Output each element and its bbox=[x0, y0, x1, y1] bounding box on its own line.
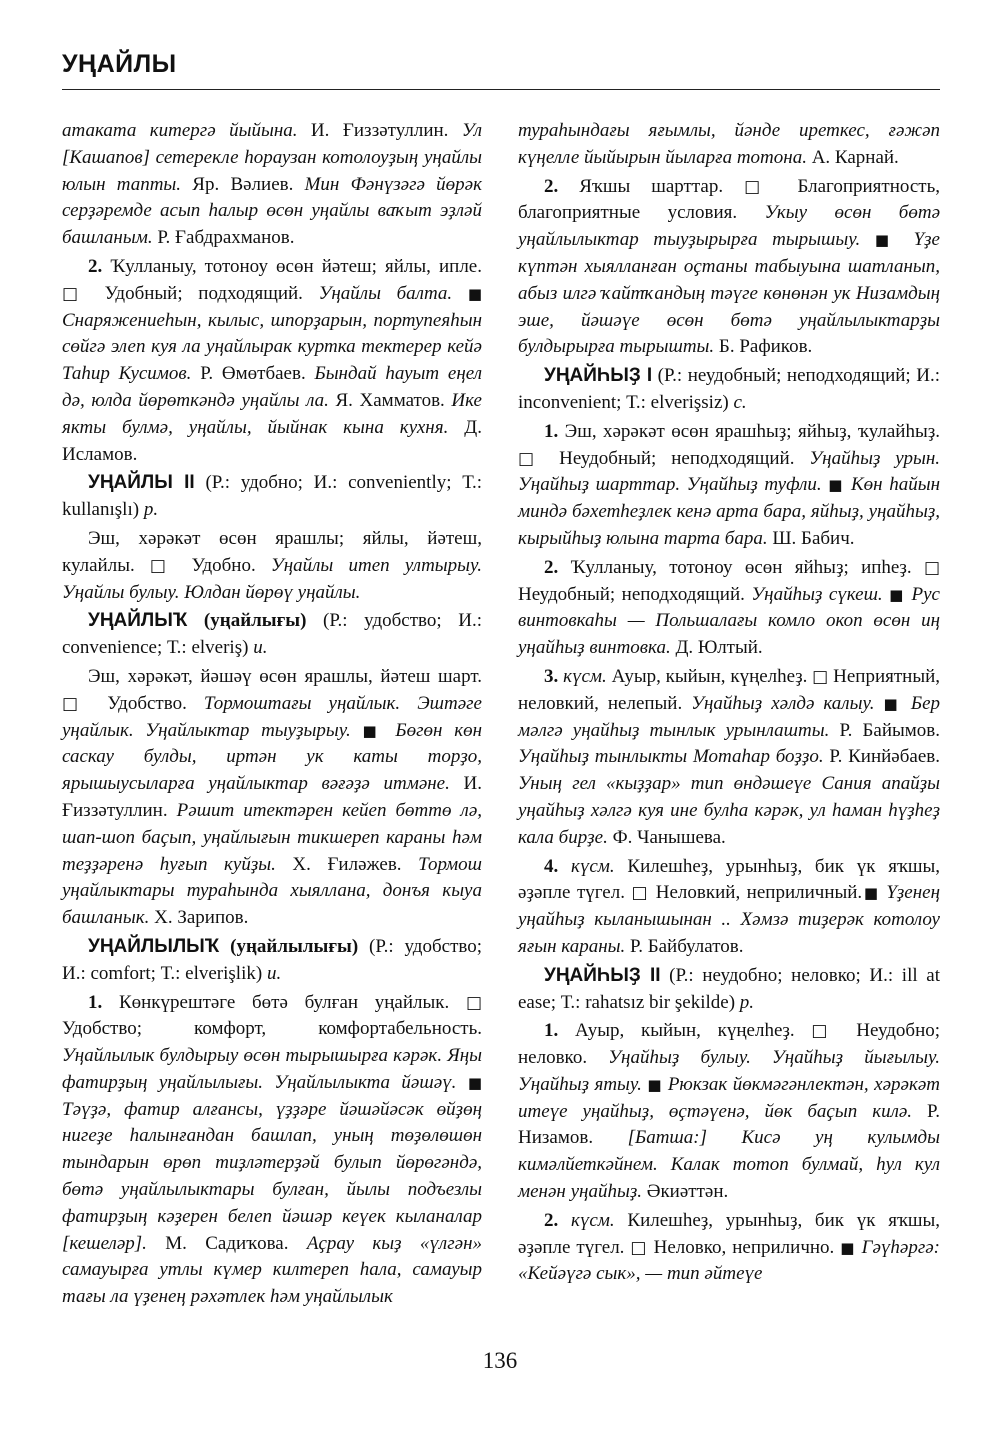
example-text: Рюкзак йөкмәгәнлектән, хәрәкәт итеүе уңайһыҙ, өҫтәүенә, йөк баҫып килә. bbox=[518, 1073, 940, 1122]
example-text: Тормоштағы уңайлык. Эштәге уңайлык. Уңайлыктар тыуҙырыу. bbox=[62, 692, 482, 741]
source: Д. Исламов. bbox=[62, 416, 482, 465]
headword: УҢАЙҺЫҘ II bbox=[544, 964, 661, 986]
example-text: Бындай һауыт еңел дә, юлда йөрөткәндә уңайлы ла. bbox=[62, 363, 482, 411]
definition: Көнкүрештәге бөтә булған уңайлык. bbox=[102, 991, 466, 1013]
example-text: [Батша:] Кисә уң кулымды кимәлйеткәйнем. Калак тотоп булмай, һул кул менән уңайһыҙ. bbox=[518, 1127, 940, 1203]
entry-continuation bbox=[518, 118, 940, 172]
right-column bbox=[518, 118, 940, 1290]
square-icon: □ bbox=[744, 176, 777, 197]
example-text: Тәүҙә, фатир алғансы, үҙҙәре йәшәйәсәк өйҙөң нигеҙе һалынғандан башлап, уның төҙөлөшөн тындарын өрөп тиҙләтерҙәй булып йөрөгәндә, бөтә уңайлылыктары булған, йылы подъезлы фатирҙың кәҙерен белеп йәшәр кеүек кыланалар [кешеләр]. bbox=[62, 1098, 482, 1254]
definition: Ҡулланыу, тотоноу өсөн яйһыҙ; ипһеҙ. bbox=[558, 556, 924, 578]
header-rule bbox=[62, 89, 940, 90]
filled-square-icon: ■ bbox=[362, 721, 384, 740]
grammar-info: (Р.: удобно; И.: conveniently; Т.: kullanışlı) bbox=[62, 472, 483, 521]
example-text: Тормош уңайлыктары тураһында хыяллана, донъя кыуа башланык. bbox=[62, 853, 482, 929]
russian-translation: Удобство; комфорт, комфортабельность. bbox=[62, 1018, 482, 1040]
part-of-speech: р. bbox=[143, 499, 159, 521]
example-text: Ул [Кашапов] сетерекле һораузан котолоуҙың уңайлы юлын тапты. bbox=[62, 120, 482, 195]
definition-paragraph bbox=[62, 526, 482, 606]
filled-square-icon: ■ bbox=[467, 1073, 482, 1092]
russian-translation: Неловкий, неприличный. bbox=[655, 882, 863, 904]
sense-2 bbox=[62, 254, 482, 468]
square-icon: □ bbox=[62, 693, 91, 714]
example-text: Ике якты булмә, уңайлы, йыйнак кына кухня. bbox=[62, 389, 482, 438]
sense-number: 2. bbox=[544, 556, 559, 578]
definition: Эш, хәрәкәт өсөн ярашлы; яйлы, йәтеш, кулайлы. bbox=[62, 527, 482, 576]
russian-translation: Благоприятность, благоприятные условия. bbox=[518, 175, 941, 224]
example-text: Гәүһәргә: «Кейәүгә сык», — тип әйтеүе bbox=[518, 1236, 940, 1285]
definition: Эш, хәрәкәт, йәшәү өсөн ярашлы, йәтеш шарт. bbox=[88, 665, 482, 687]
source: Х. Ғиләжев. bbox=[275, 853, 419, 875]
definition: Эш, хәрәкәт өсөн ярашһыҙ; яйһыҙ, ҡулайһыҙ. bbox=[558, 420, 940, 442]
filled-square-icon: ■ bbox=[828, 476, 845, 495]
sense-number: 1. bbox=[544, 1020, 559, 1042]
example-text: Рус винтовкаһы — Польшалағы комло окоп өсөн иң уңайһыҙ винтовка. bbox=[518, 583, 940, 659]
square-icon: □ bbox=[923, 557, 940, 578]
source: Д. Юлтый. bbox=[670, 637, 763, 659]
filled-square-icon: ■ bbox=[862, 884, 880, 903]
sense-2 bbox=[518, 555, 940, 662]
example-text: Үҙенең уңайһыҙ кыланышынан .. Хәмзә тиҙерәк котолоу яғын караны. bbox=[518, 882, 941, 957]
example-text: Уңайһыҙ сүкеш. bbox=[744, 583, 890, 605]
source: Р. Кинйәбаев. bbox=[823, 746, 940, 768]
part-of-speech: р. bbox=[739, 991, 755, 1013]
russian-translation: Неприятный, неловкий, нелепый. bbox=[518, 665, 941, 714]
sense-number: 4. bbox=[544, 855, 559, 877]
definition: Ауыр, кыйын, күңелһеҙ. bbox=[558, 1020, 812, 1042]
filled-square-icon: ■ bbox=[883, 694, 902, 713]
filled-square-icon: ■ bbox=[840, 1238, 856, 1257]
sense-number: 1. bbox=[544, 420, 559, 442]
source: Яр. Вәлиев. bbox=[181, 173, 305, 195]
source: Х. Зарипов. bbox=[149, 907, 249, 929]
example-text: Укыу өсөн бөтә уңайлылыктар тыуҙырырға тырышыу. bbox=[518, 202, 941, 251]
russian-translation: Неудобный; неподходящий. bbox=[559, 447, 795, 469]
example-text: Уңайһыҙ урын. Уңайһыҙ шарттар. Уңайһыҙ туфли. bbox=[518, 447, 940, 496]
filled-square-icon: ■ bbox=[874, 231, 899, 250]
sense-number: 3. bbox=[544, 665, 559, 687]
sense-3 bbox=[518, 664, 940, 852]
sense-number: 2. bbox=[544, 1209, 559, 1231]
example-text: Уңайлы итеп ултырыу. Уңайлы булыу. Юлдан йөрөү уңайлы. bbox=[62, 554, 483, 603]
definition: Яҡшы шарттар. bbox=[558, 175, 745, 197]
sense-1 bbox=[62, 990, 482, 1312]
example-text: Аҫрау кыҙ «үлгән» самауырға утлы күмер килтереп һала, самауыр тағы ла үҙенең рәхәтлек һәм уңайлылык bbox=[62, 1232, 482, 1308]
example-text: Уңайһыҙ булыу. Уңайһыҙ йығылыу. Уңайһыҙ ятыу. bbox=[518, 1047, 940, 1095]
definition: Ҡулланыу, тотоноу өсөн йәтеш; яйлы, ипле. bbox=[102, 255, 482, 277]
headword-genitive: (уңайлығы) bbox=[187, 610, 307, 632]
headword: УҢАЙҺЫҘ I bbox=[544, 365, 653, 387]
source: Р. Ғабдрахманов. bbox=[152, 227, 295, 249]
headword: УҢАЙЛЫ II bbox=[88, 472, 195, 494]
square-icon: □ bbox=[518, 448, 545, 469]
grammar-info: (Р.: неудобно; неловко; И.: ill at ease; Т.: rahatsız bir şekilde) bbox=[518, 964, 940, 1013]
source: Әкиәттән. bbox=[641, 1181, 729, 1203]
example-text: Рәшит итектәрен кейеп бөттө лә, шап-шоп баҫып, уңайлығын тикшереп караны һәм теҙҙәренә һуғып куйҙы. bbox=[62, 799, 482, 875]
part-of-speech: с. bbox=[733, 391, 747, 413]
source: А. Карнай. bbox=[806, 146, 899, 168]
square-icon: □ bbox=[812, 666, 829, 687]
sense-number: 2. bbox=[88, 255, 103, 277]
example-text: Уңайлы балта. bbox=[302, 282, 468, 304]
part-of-speech: и. bbox=[253, 637, 268, 659]
entry-unaihyz-1 bbox=[518, 363, 940, 417]
source: Ф. Чанышева. bbox=[607, 826, 726, 848]
russian-translation: Удобный; подходящий. bbox=[104, 282, 303, 304]
sense-2 bbox=[518, 1208, 940, 1288]
source: Ш. Бабич. bbox=[767, 527, 855, 549]
example-text: Уңайһыҙ тынлыкты Мотаһар боҙҙо. bbox=[518, 746, 824, 768]
definition-paragraph bbox=[62, 664, 482, 932]
entry-unaily-2 bbox=[62, 470, 482, 524]
sense-4 bbox=[518, 854, 940, 961]
square-icon: □ bbox=[630, 1237, 648, 1258]
source: И. Ғиззәтуллин. bbox=[297, 120, 462, 141]
source: М. Садиҡова. bbox=[146, 1232, 307, 1254]
usage-label: күсм. bbox=[558, 665, 607, 687]
entry-unaihyz-2 bbox=[518, 963, 940, 1017]
example-text: Бөгөн көн саскау булды, иртән ук каты торҙо, ярышыусыларға уңайлыктар вәғәҙә итмәне. bbox=[62, 719, 483, 795]
grammar-info: (Р.: удобство; И.: comfort; Т.: elverişlik) bbox=[62, 935, 482, 984]
square-icon: □ bbox=[811, 1021, 840, 1042]
sense-2 bbox=[518, 174, 940, 362]
square-icon: □ bbox=[631, 883, 650, 904]
headword-genitive: (уңайлылығы) bbox=[219, 935, 359, 957]
source: Б. Рафиков. bbox=[714, 336, 813, 358]
sense-1 bbox=[518, 1018, 940, 1206]
entry-unailyk bbox=[62, 608, 482, 662]
example-text: Бер мәлгә уңайһыҙ тынлык урынлашты. bbox=[518, 692, 940, 741]
example-text: тураһындағы яғымлы, йәнде иреткес, ғәжәп күңелле йыйырын йыларға тотона. bbox=[518, 120, 940, 168]
headword: УҢАЙЛЫЛЫҠ bbox=[88, 935, 220, 957]
example-text: Уңайлылык булдырыу өсөн тырышырға кәрәк. Яңы фатирҙың уңайлылығы. Уңайлылыкта йәшәү. bbox=[62, 1045, 482, 1093]
russian-translation: Удобство. bbox=[107, 692, 187, 714]
filled-square-icon: ■ bbox=[889, 585, 906, 604]
square-icon: □ bbox=[465, 992, 482, 1013]
example-text: Үҙе күптән хыялланған оҫтаны табыуына шатланып, абыз илгә ҡайтҡандың тәүге көнөнән ук Низамдың эше, йәшәүе өсөн бөтә уңайлылыктарҙы булдырырға тырышты. bbox=[518, 229, 940, 358]
page-header-title: УҢАЙЛЫ bbox=[62, 50, 177, 78]
filled-square-icon: ■ bbox=[467, 284, 482, 303]
example-text: Снаряжениеһын, кылыс, шпорҙарын, портупеяһын сөйгә элеп куя ла уңайлырак куртка тектерер кейә Таһир Кусимов. bbox=[62, 309, 482, 385]
source: Р. Өмөтбаев. bbox=[191, 363, 315, 385]
sense-1 bbox=[518, 419, 940, 553]
example-text: Уңайһыҙ хәлдә калыу. bbox=[682, 692, 884, 714]
headword: УҢАЙЛЫҠ bbox=[88, 610, 188, 632]
part-of-speech: и. bbox=[266, 962, 282, 984]
source: Р. Байбулатов. bbox=[625, 935, 744, 957]
left-column bbox=[62, 118, 482, 1313]
russian-translation: Удобно. bbox=[191, 554, 256, 576]
sense-number: 2. bbox=[544, 175, 559, 197]
russian-translation: Неудобно; неловко. bbox=[518, 1020, 941, 1069]
usage-label: күсм. bbox=[558, 855, 615, 877]
sense-number: 1. bbox=[88, 991, 103, 1013]
source: И. Ғиззәтуллин. bbox=[62, 773, 482, 821]
source: Я. Хамматов. bbox=[328, 389, 452, 411]
grammar-info: (Р.: удобство; И.: convenience; Т.: elveriş) bbox=[62, 610, 482, 659]
example-text: Уның гел «кыҙҙар» тип өндәшеүе Сания апайҙы уңайһыҙ хәлгә куя ине булһа кәрәк, ул һаман һүҙһеҙ кала бирҙе. bbox=[518, 773, 940, 848]
entry-continuation bbox=[62, 118, 482, 252]
definition: Ауыр, кыйын, күңелһеҙ. bbox=[606, 665, 813, 687]
square-icon: □ bbox=[62, 283, 89, 304]
filled-square-icon: ■ bbox=[647, 1075, 663, 1094]
example-text: Көн һайын миндә бәхетһеҙлек кенә арта бара, яйһыҙ, уңайһыҙ, кырыйһыҙ юлына тарта бара. bbox=[518, 474, 940, 549]
source: Р. Низамов. bbox=[518, 1100, 940, 1149]
page-number: 136 bbox=[482, 1348, 518, 1373]
source: Р. Байымов. bbox=[829, 719, 940, 741]
example-text: Мин Фәнүзәгә йөрәк серҙәремде асып һалыр өсөн уңайлы ваҡыт эҙләй башланым. bbox=[62, 173, 482, 249]
usage-label: күсм. bbox=[558, 1209, 615, 1231]
square-icon: □ bbox=[149, 555, 177, 576]
russian-translation: Неудобный; неподходящий. bbox=[518, 583, 745, 605]
example-text: атаката китергә йыйына. bbox=[62, 120, 298, 141]
grammar-info: (Р.: неудобный; неподходящий; И.: inconvenient; Т.: elverişsiz) bbox=[518, 365, 940, 413]
definition: Килешһеҙ, урынһыҙ, бик үк яҡшы, әҙәпле түгел. bbox=[518, 1209, 940, 1258]
russian-translation: Неловко, неприлично. bbox=[653, 1236, 835, 1258]
entry-unaililik bbox=[62, 934, 482, 988]
definition: Килешһеҙ, урынһыҙ, бик үк яҡшы, әҙәпле түгел. bbox=[518, 855, 940, 904]
